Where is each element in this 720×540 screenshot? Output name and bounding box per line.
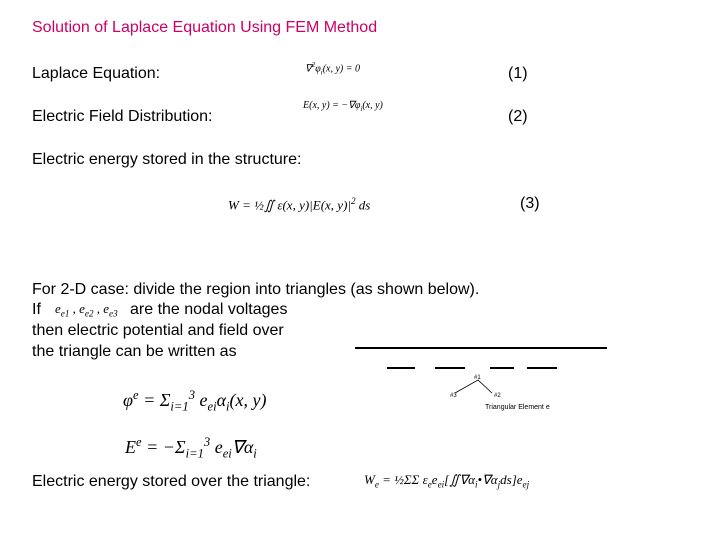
slide-title: Solution of Laplace Equation Using FEM Method xyxy=(32,19,378,36)
electric-field-label: Electric Field Distribution: xyxy=(32,108,213,125)
placeholder-line-4 xyxy=(527,367,557,369)
case-if: If xyxy=(32,301,41,318)
equation-number-1: (1) xyxy=(508,65,528,82)
laplace-equation-label: Laplace Equation: xyxy=(32,65,161,82)
equation-number-3: (3) xyxy=(520,195,540,212)
laplace-equation-formula: $\nabla^2\varphi_i(x$, y) = 0 xyxy=(305,61,360,77)
node-label-2: #3 xyxy=(450,393,457,399)
nodal-voltages-symbols: $e_{e1}$ , $e_{e2}$ , $e_{e3}$ xyxy=(55,301,118,319)
case-description-line-2: are the nodal voltages xyxy=(130,301,288,318)
field-sum-formula: $E^e = -\Sigma_{i=1}^3$ $e_{ei}\nabla\alpha_i$ xyxy=(125,435,257,461)
case-description-line-3: then electric potential and field over xyxy=(32,322,284,339)
placeholder-line-1 xyxy=(387,367,415,369)
electric-field-formula: E(x, $y) = -\nabla\varphi_i(x$, y) xyxy=(303,100,383,113)
case-description-line-1: For 2-D case: divide the region into triangles (as shown below). xyxy=(32,281,480,298)
triangle-edges xyxy=(455,380,492,393)
case-description-line-4: the triangle can be written as xyxy=(32,343,237,360)
triangle-element-figure xyxy=(445,372,565,417)
triangle-caption: Triangular Element e xyxy=(485,404,550,411)
node-label-1: #1 xyxy=(474,375,481,381)
energy-integral-formula: W = ½∬ ε(x, y)|E(x, $y)|^2$ ds xyxy=(228,196,371,213)
placeholder-line-3 xyxy=(490,367,514,369)
electric-energy-label: Electric energy stored in the structure: xyxy=(32,151,302,168)
placeholder-line-top xyxy=(355,347,607,349)
potential-sum-formula: $\varphi^e = \Sigma_{i=1}^3$ $e_{ei}\alpha_i(x$, y) xyxy=(123,388,267,414)
node-label-3: #2 xyxy=(494,393,501,399)
placeholder-line-2 xyxy=(435,367,465,369)
triangle-energy-label: Electric energy stored over the triangle: xyxy=(32,473,311,490)
equation-number-2: (2) xyxy=(508,108,528,125)
triangle-energy-formula: $W_e$ = ½ΣΣ $\varepsilon_ee_{ei}[∬\nabla\alpha_i•\nabla\alpha_jds]e_{ej}$ xyxy=(364,472,530,490)
